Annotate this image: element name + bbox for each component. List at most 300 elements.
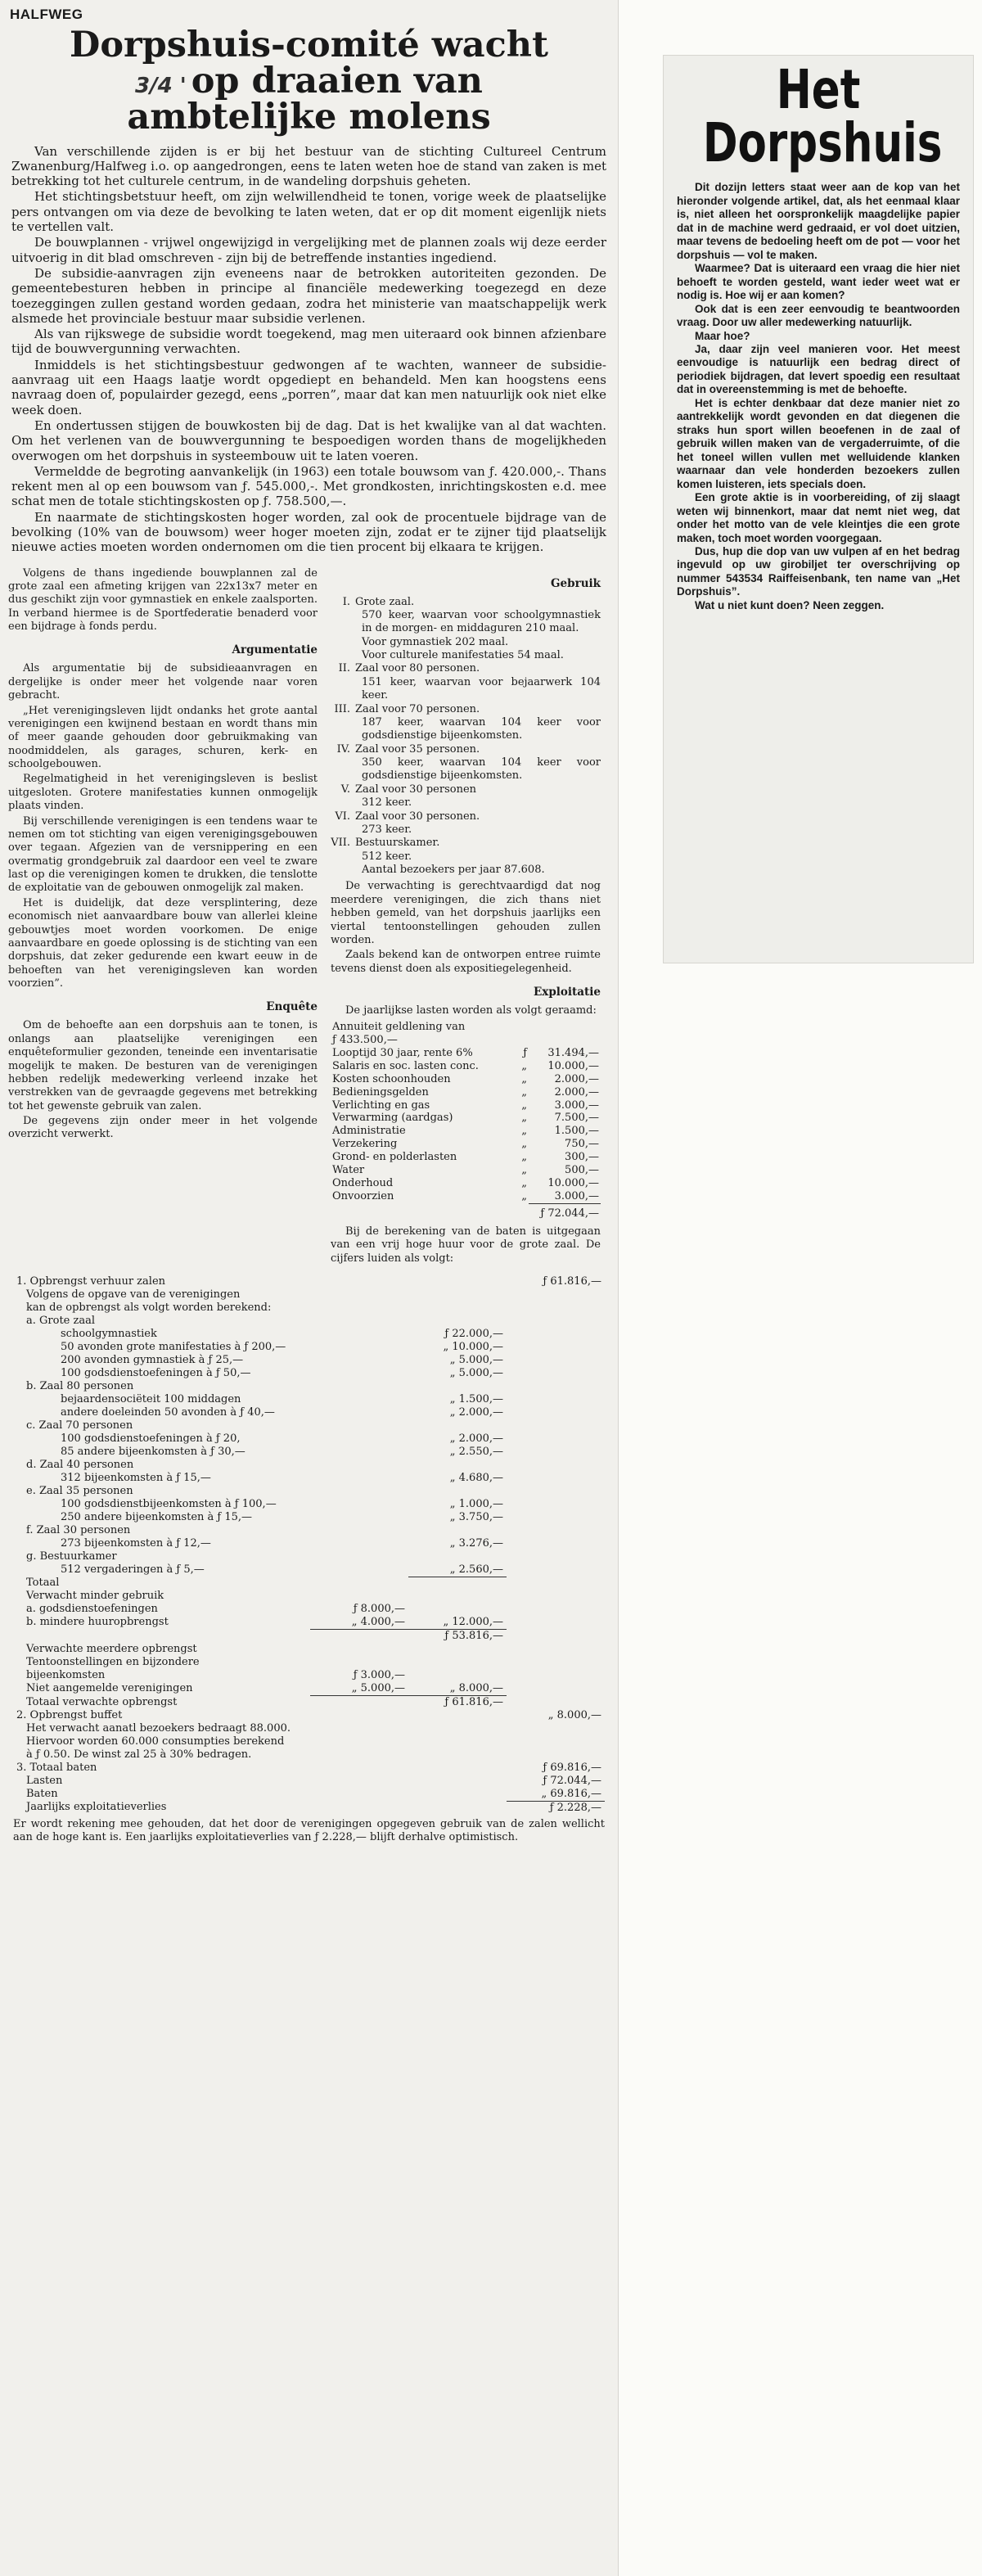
cost-currency: ƒ xyxy=(523,1047,527,1060)
lead-paragraph: En ondertussen stijgen de bouwkosten bij de dag. Dat is het kwalijke van al dat wachten. Om het verlenen van de bouwvergunning te bespoedigen worden thans de mogelijkheden overwogen om het dorpshuis in systeembouw uit te laten voeren. xyxy=(11,417,606,463)
revenue-total xyxy=(507,1563,605,1577)
revenue-total xyxy=(507,1656,605,1669)
usage-number: V. xyxy=(340,783,350,796)
revenue-amount: „ 8.000,— xyxy=(408,1682,507,1695)
revenue-amount-sub xyxy=(310,1446,408,1459)
revenue-amount xyxy=(408,1603,507,1616)
revenue-row xyxy=(13,1630,605,1643)
usage-number: IV. xyxy=(336,742,350,756)
revenue-amount: „ 4.680,— xyxy=(449,1471,503,1484)
revenue-label: c. Zaal 70 personen xyxy=(26,1419,133,1432)
lead-paragraph: En naarmate de stichtingskosten hoger worden, zal ook de procentuele bijdrage van de bevolking (10% van de bouwsom) weer hoger moeten zijn, zodat er te zijner tijd plaatselijk nieuwe acties moeten worden ondernomen om die tien procent bij elkaara te krijgen. xyxy=(11,509,606,555)
revenue-amount-sub xyxy=(310,1485,408,1498)
revenue-label: 273 bijeenkomsten à ƒ 12,— xyxy=(61,1536,211,1550)
revenue-row xyxy=(13,1788,605,1801)
revenue-label: Hiervoor worden 60.000 consumpties berekend xyxy=(26,1735,285,1748)
cost-label: Onderhoud xyxy=(332,1176,394,1189)
cost-table xyxy=(331,1021,601,1203)
revenue-row xyxy=(13,1380,605,1393)
revenue-total xyxy=(507,1735,605,1748)
cost-row xyxy=(331,1047,601,1060)
revenue-total xyxy=(507,1616,605,1629)
cost-value: 3.000,— xyxy=(554,1099,599,1112)
revenue-amount: ƒ 53.816,— xyxy=(444,1630,503,1643)
cost-currency: „ xyxy=(521,1060,527,1073)
revenue-label: 250 andere bijeenkomsten à ƒ 15,— xyxy=(61,1510,253,1523)
revenue-row xyxy=(13,1524,605,1537)
cost-label: Water xyxy=(332,1163,365,1176)
revenue-total xyxy=(507,1748,605,1762)
revenue-total xyxy=(507,1328,605,1341)
argument-paragraph: Regelmatigheid in het verenigingsleven is beslist uitgesloten. Grotere manifestaties kunnen onmogelijk plaats vinden. xyxy=(8,773,318,813)
cost-label: ƒ 433.500,— xyxy=(332,1034,398,1047)
revenue-row xyxy=(13,1550,605,1563)
revenue-amount-sub xyxy=(310,1537,408,1550)
headline-line-2-text: op draaien van xyxy=(191,60,483,102)
revenue-label: Verwachte meerdere opbrengst xyxy=(26,1643,197,1656)
revenue-row xyxy=(13,1616,605,1629)
revenue-total xyxy=(507,1354,605,1367)
cost-row xyxy=(331,1177,601,1190)
revenue-amount xyxy=(408,1302,507,1315)
revenue-total: „ 69.816,— xyxy=(507,1788,605,1801)
revenue-amount-sub xyxy=(310,1288,408,1302)
lead-paragraph: Van verschillende zijden is er bij het bestuur van de stichting Cultureel Centrum Zwanenburg/Halfweg i.o. op aangedrongen, eens te laten weten hoe de stand van zaken is met betrekking tot het culturele centrum, in de wandeling dorpshuis geheten. xyxy=(11,143,606,189)
revenue-total xyxy=(507,1537,605,1550)
revenue-amount: „ 2.550,— xyxy=(449,1445,503,1458)
revenue-total: „ 8.000,— xyxy=(547,1708,601,1721)
side-paragraph: Wat u niet kunt doen? Neen zeggen. xyxy=(695,598,885,611)
revenue-row xyxy=(13,1485,605,1498)
revenue-row xyxy=(13,1275,605,1288)
cost-value: 500,— xyxy=(565,1163,599,1176)
revenue-total xyxy=(507,1498,605,1511)
revenue-label: Totaal xyxy=(26,1577,60,1590)
revenue-total xyxy=(507,1432,605,1446)
revenue-amount-sub xyxy=(310,1498,408,1511)
revenue-total xyxy=(507,1302,605,1315)
revenue-total xyxy=(507,1511,605,1524)
revenue-label: schoolgymnastiek xyxy=(61,1327,157,1340)
revenue-amount-sub xyxy=(310,1419,408,1432)
revenue-row xyxy=(13,1354,605,1367)
cost-label: Bedieningsgelden xyxy=(332,1085,429,1099)
usage-text xyxy=(355,837,601,877)
cost-row xyxy=(331,1125,601,1138)
usage-detail: Voor gymnastiek 202 maal. xyxy=(362,635,509,648)
revenue-amount-sub xyxy=(310,1511,408,1524)
revenue-amount-sub xyxy=(310,1472,408,1485)
revenue-amount xyxy=(408,1762,507,1775)
cost-row xyxy=(331,1190,601,1203)
revenue-row xyxy=(13,1603,605,1616)
revenue-amount xyxy=(408,1669,507,1682)
revenue-label: Verwacht minder gebruik xyxy=(26,1590,164,1603)
revenue-row xyxy=(13,1459,605,1472)
revenue-total: ƒ 69.816,— xyxy=(543,1761,601,1774)
revenue-total xyxy=(507,1367,605,1380)
cost-currency: „ xyxy=(521,1099,527,1112)
usage-text xyxy=(355,596,601,663)
cost-value: 300,— xyxy=(565,1151,599,1164)
side-title xyxy=(698,56,943,181)
revenue-amount xyxy=(408,1275,507,1288)
usage-item xyxy=(331,743,601,783)
revenue-label: bejaardensociëteit 100 middagen xyxy=(61,1392,241,1405)
revenue-amount xyxy=(408,1288,507,1302)
revenue-total: ƒ 72.044,— xyxy=(543,1774,601,1787)
revenue-row xyxy=(13,1722,605,1735)
cost-value: 10.000,— xyxy=(547,1176,599,1189)
revenue-amount-sub xyxy=(310,1380,408,1393)
revenue-row xyxy=(13,1762,605,1775)
cost-label: Grond- en polderlasten xyxy=(332,1151,457,1164)
revenue-label: 100 godsdienstbijeenkomsten à ƒ 100,— xyxy=(61,1497,277,1510)
revenue-amount-sub xyxy=(310,1393,408,1406)
headline-line-2 xyxy=(8,60,610,102)
revenue-total xyxy=(507,1696,605,1709)
revenue-table xyxy=(13,1275,605,1815)
cost-currency: „ xyxy=(521,1112,527,1125)
cost-value: 3.000,— xyxy=(529,1190,601,1203)
revenue-row xyxy=(13,1682,605,1695)
revenue-label: 200 avonden gymnastiek à ƒ 25,— xyxy=(61,1353,244,1366)
revenue-row xyxy=(13,1328,605,1341)
revenue-amount-sub xyxy=(310,1748,408,1762)
cost-label: Kosten schoonhouden xyxy=(332,1072,451,1085)
headline-line-1: Dorpshuis-comité wacht xyxy=(70,25,548,65)
revenue-row xyxy=(13,1315,605,1328)
side-paragraph: Dus, hup die dop van uw vulpen af en het bedrag ingevuld op uw girobiljet ter overschrijving op nummer 543534 Raiffeisenbank, ten name van „Het Dorpshuis”. xyxy=(677,545,960,598)
revenue-amount-sub xyxy=(310,1735,408,1748)
revenue-row xyxy=(13,1511,605,1524)
usage-detail: 350 keer, waarvan 104 keer voor godsdienstige bijeenkomsten. xyxy=(362,756,601,783)
cost-value: 2.000,— xyxy=(554,1072,599,1085)
revenue-amount xyxy=(408,1590,507,1603)
revenue-calculation xyxy=(0,1267,618,1815)
revenue-amount: „ 10.000,— xyxy=(443,1340,503,1353)
kicker: HALFWEG xyxy=(10,7,83,22)
revenue-amount-sub xyxy=(310,1722,408,1735)
revenue-label: b. Zaal 80 personen xyxy=(26,1379,134,1392)
revenue-amount-sub xyxy=(310,1432,408,1446)
cost-value: 750,— xyxy=(565,1138,599,1151)
side-paragraph: Een grote aktie is in voorbereiding, of zij slaagt weten wij binnenkort, maar dat nemt niet weg, dat onder het motto van de vele kleintjes die een grote maken, toch moet worden voorgegaan. xyxy=(677,491,960,544)
revenue-amount-sub xyxy=(310,1354,408,1367)
two-columns xyxy=(0,556,618,1267)
revenue-amount xyxy=(408,1788,507,1801)
revenue-amount: „ 2.000,— xyxy=(449,1432,503,1445)
revenue-amount-sub xyxy=(310,1406,408,1419)
revenue-amount xyxy=(408,1643,507,1656)
usage-paragraph: Zaals bekend kan de ontworpen entree ruimte tevens dienst doen als expositiegelegenheid. xyxy=(331,949,601,975)
revenue-label: f. Zaal 30 personen xyxy=(26,1523,131,1536)
revenue-row xyxy=(13,1419,605,1432)
usage-item xyxy=(331,596,601,663)
revenue-amount-sub xyxy=(310,1315,408,1328)
revenue-amount-sub xyxy=(310,1656,408,1669)
side-paragraph: Ook dat is een zeer eenvoudig te beantwoorden vraag. Door uw aller medewerking natuurlijk. xyxy=(677,302,960,329)
lead-paragraph: Als van rijkswege de subsidie wordt toegekend, mag men uiteraard ook binnen afzienbare tijd de bouwvergunning verwachten. xyxy=(11,327,606,357)
revenue-label: d. Zaal 40 personen xyxy=(26,1458,134,1471)
revenue-total xyxy=(507,1380,605,1393)
revenue-label: bijeenkomsten xyxy=(26,1669,106,1682)
costs-total: ƒ 72.044,— xyxy=(540,1207,599,1220)
revenue-amount: „ 2.000,— xyxy=(449,1405,503,1419)
revenue-label: andere doeleinden 50 avonden à ƒ 40,— xyxy=(61,1405,275,1419)
cost-row xyxy=(331,1112,601,1125)
revenue-row xyxy=(13,1590,605,1603)
revenue-total xyxy=(507,1590,605,1603)
usage-detail: 512 keer. xyxy=(362,850,412,863)
cost-row xyxy=(331,1060,601,1073)
subheading-argumentatie: Argumentatie xyxy=(232,643,318,657)
cost-label: Verwarming (aardgas) xyxy=(332,1112,453,1125)
revenue-total xyxy=(507,1459,605,1472)
revenue-amount-sub: „ 5.000,— xyxy=(310,1682,408,1695)
revenue-amount-sub xyxy=(310,1577,408,1590)
usage-item xyxy=(331,703,601,743)
revenue-label xyxy=(13,1630,310,1643)
revenue-amount-sub xyxy=(310,1643,408,1656)
cost-label: Looptijd 30 jaar, rente 6% xyxy=(332,1047,473,1060)
revenue-row xyxy=(13,1563,605,1577)
closing-paragraph: Er wordt rekening mee gehouden, dat het door de verenigingen opgegeven gebruik van de zalen wellicht aan de hoge kant is. Een jaarlijks exploitatieverlies van ƒ 2.228,— blijft derhalve optimistisch. xyxy=(13,1817,605,1843)
revenue-total xyxy=(507,1524,605,1537)
usage-detail: 187 keer, waarvan 104 keer voor godsdienstige bijeenkomsten. xyxy=(362,715,601,742)
revenue-amount xyxy=(408,1801,507,1814)
revenue-amount xyxy=(408,1577,507,1590)
cost-value: 10.000,— xyxy=(547,1060,599,1073)
exploitatie-intro: De jaarlijkse lasten worden als volgt geraamd: xyxy=(345,1004,597,1017)
revenue-total: ƒ 61.816,— xyxy=(543,1275,601,1288)
cost-row xyxy=(331,1086,601,1099)
revenue-amount-sub xyxy=(310,1709,408,1722)
revenue-amount: „ 2.560,— xyxy=(408,1563,507,1577)
revenue-row xyxy=(13,1696,605,1709)
cost-currency: „ xyxy=(521,1138,527,1151)
revenue-total xyxy=(507,1485,605,1498)
cost-value xyxy=(529,1021,601,1034)
revenue-row xyxy=(13,1472,605,1485)
revenue-row xyxy=(13,1709,605,1722)
usage-text xyxy=(355,810,601,837)
revenue-amount xyxy=(408,1459,507,1472)
side-paragraph: Maar hoe? xyxy=(695,329,750,342)
argument-paragraph: „Het verenigingsleven lijdt ondanks het grote aantal verenigingen een kwijnend bestaan en wordt thans min of meer gaande gehouden door gebruikmaking van noodmiddelen, als garages, schuren, kerk- en schoolgebouwen. xyxy=(8,704,318,771)
revenue-amount-sub xyxy=(310,1550,408,1563)
revenue-row xyxy=(13,1432,605,1446)
revenue-total: ƒ 2.228,— xyxy=(549,1801,601,1814)
headline xyxy=(0,25,618,144)
revenue-amount: „ 12.000,— xyxy=(408,1616,507,1629)
revenue-amount: „ 3.276,— xyxy=(449,1536,503,1550)
revenue-total xyxy=(507,1669,605,1682)
side-title-line-2: Dorpshuis xyxy=(702,111,943,174)
usage-detail: 151 keer, waarvan voor bejaarwerk 104 keer. xyxy=(362,675,601,702)
usage-title: Zaal voor 35 personen. xyxy=(355,742,480,756)
subheading-enquete: Enquête xyxy=(266,1000,318,1014)
revenue-row xyxy=(13,1446,605,1459)
revenue-amount: „ 5.000,— xyxy=(449,1353,503,1366)
revenue-row xyxy=(13,1302,605,1315)
revenue-amount-sub xyxy=(310,1341,408,1354)
revenue-row xyxy=(13,1341,605,1354)
revenue-row xyxy=(13,1367,605,1380)
revenue-amount-sub xyxy=(310,1762,408,1775)
revenue-amount xyxy=(408,1748,507,1762)
revenue-total xyxy=(507,1288,605,1302)
revenue-amount: „ 1.000,— xyxy=(449,1497,503,1510)
revenue-label: 312 bijeenkomsten à ƒ 15,— xyxy=(61,1471,211,1484)
argument-paragraph: Als argumentatie bij de subsidieaanvragen en dergelijke is onder meer het volgende naar voren gebracht. xyxy=(8,662,318,702)
revenue-label: Totaal verwachte opbrengst xyxy=(26,1695,178,1708)
revenue-total xyxy=(507,1472,605,1485)
revenue-row xyxy=(13,1537,605,1550)
cost-currency: „ xyxy=(521,1176,527,1189)
revenue-row xyxy=(13,1775,605,1788)
enquete-paragraph: Om de behoefte aan een dorpshuis aan te tonen, is onlangs aan plaatselijke verenigingen een enquêteformulier gezonden, teneinde een inventarisatie mogelijk te maken. De besturen van de verenigingen hebben redelijk medewerking verleend inzake het verstrekken van de gevraagde gegevens met betrekking tot het gewenste gebruik van zalen. xyxy=(8,1019,318,1112)
revenue-amount-sub xyxy=(310,1801,408,1814)
usage-title: Grote zaal. xyxy=(355,595,415,608)
revenue-amount-sub xyxy=(310,1590,408,1603)
usage-detail: 273 keer. xyxy=(362,823,412,836)
revenue-label: 2. Opbrengst buffet xyxy=(16,1708,123,1721)
revenue-amount-sub: „ 4.000,— xyxy=(310,1616,408,1629)
revenue-row xyxy=(13,1748,605,1762)
revenue-amount-sub xyxy=(310,1696,408,1709)
side-paragraph: Waarmee? Dat is uiteraard een vraag die hier niet behoeft te worden gesteld, want ieder weet wat er nodig is. Hoe wij er aan komen? xyxy=(677,262,960,302)
revenue-row xyxy=(13,1643,605,1656)
revenue-label: Niet aangemelde verenigingen xyxy=(26,1682,193,1695)
side-paragraph: Dit dozijn letters staat weer aan de kop van het hieronder volgende artikel, dat, als het eenmaal klaar is, niet alleen het oorspronkelijk maagdelijke papier dat in de machine werd gedraaid, er vol doet uitzien, maar tevens de bedoeling heeft om de pot — voor het dorpshuis — vol te maken. xyxy=(677,181,960,261)
cost-value: 1.500,— xyxy=(554,1125,599,1138)
revenue-amount xyxy=(408,1722,507,1735)
cost-row xyxy=(331,1151,601,1164)
revenue-total xyxy=(507,1406,605,1419)
cost-value xyxy=(529,1034,601,1047)
cost-row xyxy=(331,1164,601,1177)
usage-text xyxy=(355,783,601,810)
revenue-amount: „ 5.000,— xyxy=(449,1366,503,1379)
revenue-label: kan de opbrengst als volgt worden berekend: xyxy=(26,1301,272,1314)
revenue-amount xyxy=(408,1709,507,1722)
revenue-amount xyxy=(408,1550,507,1563)
revenue-label: 85 andere bijeenkomsten à ƒ 30,— xyxy=(61,1445,246,1458)
revenue-amount xyxy=(408,1775,507,1788)
revenue-amount xyxy=(408,1735,507,1748)
revenue-amount-sub xyxy=(310,1630,408,1643)
lead-paragraph: Vermeldde de begroting aanvankelijk (in 1963) een totale bouwsom van ƒ. 420.000,-. Thans rekent men al op een bouwsom van ƒ. 545.000,-. Met grondkosten, inrichtingskosten e.d. mee schat men de totale stichtingskosten op ƒ. 758.500,—. xyxy=(11,463,606,509)
side-title-line-1: Het xyxy=(776,58,861,121)
usage-number: III. xyxy=(334,702,350,715)
usage-detail: Aantal bezoekers per jaar 87.608. xyxy=(362,864,545,877)
revenue-label: 100 godsdienstoefeningen à ƒ 20, xyxy=(61,1432,241,1445)
argument-paragraph: Het is duidelijk, dat deze versplintering, deze economisch niet aanvaardbare bouw van allerlei kleine gebouwtjes moet worden voorkomen. De enige aanvaardbare en goede oplossing is de stichting van een dorpshuis, dat zeker gedurende een kwart eeuw in de behoeften van het verenigingsleven kan worden voorzien”. xyxy=(8,896,318,990)
revenue-amount-sub xyxy=(310,1524,408,1537)
usage-number: VI. xyxy=(335,810,350,823)
revenue-amount-sub xyxy=(310,1328,408,1341)
argument-paragraph: Bij verschillende verenigingen is een tendens waar te nemen om tot stichting van eigen verenigingsgebouwen over tegaan. Afgezien van de versnippering en een overmatig grondgebruik zal daardoor een veel te zware last op die verenigingen komen te drukken, die tenslotte de exploitatie van de gebouwen onmogelijk zal maken. xyxy=(8,814,318,895)
revenue-amount-sub xyxy=(310,1459,408,1472)
revenue-amount-sub xyxy=(310,1563,408,1577)
revenue-label: Jaarlijks exploitatieverlies xyxy=(26,1801,167,1814)
cost-row xyxy=(331,1138,601,1151)
cost-label: Verzekering xyxy=(332,1138,398,1151)
revenue-row xyxy=(13,1406,605,1419)
revenue-label: a. godsdienstoefeningen xyxy=(26,1603,158,1616)
revenue-amount xyxy=(408,1380,507,1393)
revenue-row xyxy=(13,1393,605,1406)
revenue-label: e. Zaal 35 personen xyxy=(26,1484,133,1497)
usage-list xyxy=(331,596,601,877)
headline-line-3: ambtelijke molens xyxy=(127,96,491,138)
cost-currency: „ xyxy=(521,1072,527,1085)
revenue-total xyxy=(507,1419,605,1432)
revenue-total xyxy=(507,1682,605,1695)
revenue-amount-sub xyxy=(310,1775,408,1788)
revenue-amount: „ 3.750,— xyxy=(449,1510,503,1523)
usage-title: Zaal voor 80 personen. xyxy=(355,662,480,675)
side-body xyxy=(664,181,973,612)
baten-intro: Bij de berekening van de baten is uitgegaan van een vrij hoge huur voor de grote zaal. De cijfers luiden als volgt: xyxy=(331,1225,601,1265)
revenue-total xyxy=(507,1722,605,1735)
usage-number: II. xyxy=(338,662,350,675)
revenue-total xyxy=(507,1630,605,1643)
revenue-row xyxy=(13,1656,605,1669)
revenue-amount: ƒ 61.816,— xyxy=(444,1696,503,1708)
usage-title: Bestuurskamer. xyxy=(355,837,440,850)
usage-title: Zaal voor 70 personen. xyxy=(355,702,480,715)
usage-item xyxy=(331,783,601,810)
cost-row xyxy=(331,1021,601,1034)
revenue-amount-sub xyxy=(310,1788,408,1801)
cost-row xyxy=(331,1073,601,1086)
lead-paragraph: De subsidie-aanvragen zijn eveneens naar de betrokken autoriteiten gezonden. De gemeentebesturen hebben in principe al financiële medewerking toegezegd en deze toezeggingen zullen gestand worden gedaan, zodra het ministerie van maatschappelijk werk alsmede het provinciale bestuur maar subsidie verlenen. xyxy=(11,265,606,326)
revenue-amount xyxy=(408,1315,507,1328)
cost-row xyxy=(331,1099,601,1112)
usage-text xyxy=(355,662,601,702)
revenue-amount-sub: ƒ 8.000,— xyxy=(353,1603,405,1616)
handwritten-note: 3/4 ' xyxy=(135,73,187,98)
revenue-label: Volgens de opgave van de verenigingen xyxy=(26,1288,241,1301)
revenue-label: Baten xyxy=(26,1787,58,1800)
revenue-label: a. Grote zaal xyxy=(26,1314,95,1327)
cost-label: Salaris en soc. lasten conc. xyxy=(332,1060,479,1073)
revenue-label: Tentoonstellingen en bijzondere xyxy=(26,1656,200,1669)
cost-value: 31.494,— xyxy=(547,1047,599,1060)
intro-paragraph: Volgens de thans ingediende bouwplannen zal de grote zaal een afmeting krijgen van 22x13x7 meter en dus geschikt zijn voor gymnastiek en enkele zaalsporten. In verband hiermee is de Sportfederatie benaderd voor een bijdrage à fonds perdu. xyxy=(8,566,318,634)
revenue-label: 3. Totaal baten xyxy=(16,1761,97,1774)
revenue-label: à ƒ 0.50. De winst zal 25 à 30% bedragen. xyxy=(26,1748,252,1761)
cost-currency: „ xyxy=(521,1125,527,1138)
revenue-row xyxy=(13,1498,605,1511)
revenue-total xyxy=(507,1643,605,1656)
revenue-row xyxy=(13,1735,605,1748)
revenue-row xyxy=(13,1577,605,1590)
revenue-amount xyxy=(408,1656,507,1669)
usage-title: Zaal voor 30 personen. xyxy=(355,810,480,823)
revenue-label: 100 godsdienstoefeningen à ƒ 50,— xyxy=(61,1366,251,1379)
usage-text xyxy=(355,743,601,783)
revenue-amount xyxy=(408,1419,507,1432)
enquete-paragraph: De gegevens zijn onder meer in het volgende overzicht verwerkt. xyxy=(8,1115,318,1141)
cost-currency: „ xyxy=(521,1085,527,1099)
lead-paragraph: Het stichtingsbetstuur heeft, om zijn welwillendheid te tonen, vorige week de plaatselijke pers ontvangen om via deze de bevolking te laten weten, dat er op dit moment eigenlijk niets te vertellen valt. xyxy=(11,189,606,235)
revenue-label: g. Bestuurkamer xyxy=(26,1550,117,1563)
revenue-amount: ƒ 22.000,— xyxy=(444,1327,503,1340)
cost-value: 7.500,— xyxy=(554,1112,599,1125)
